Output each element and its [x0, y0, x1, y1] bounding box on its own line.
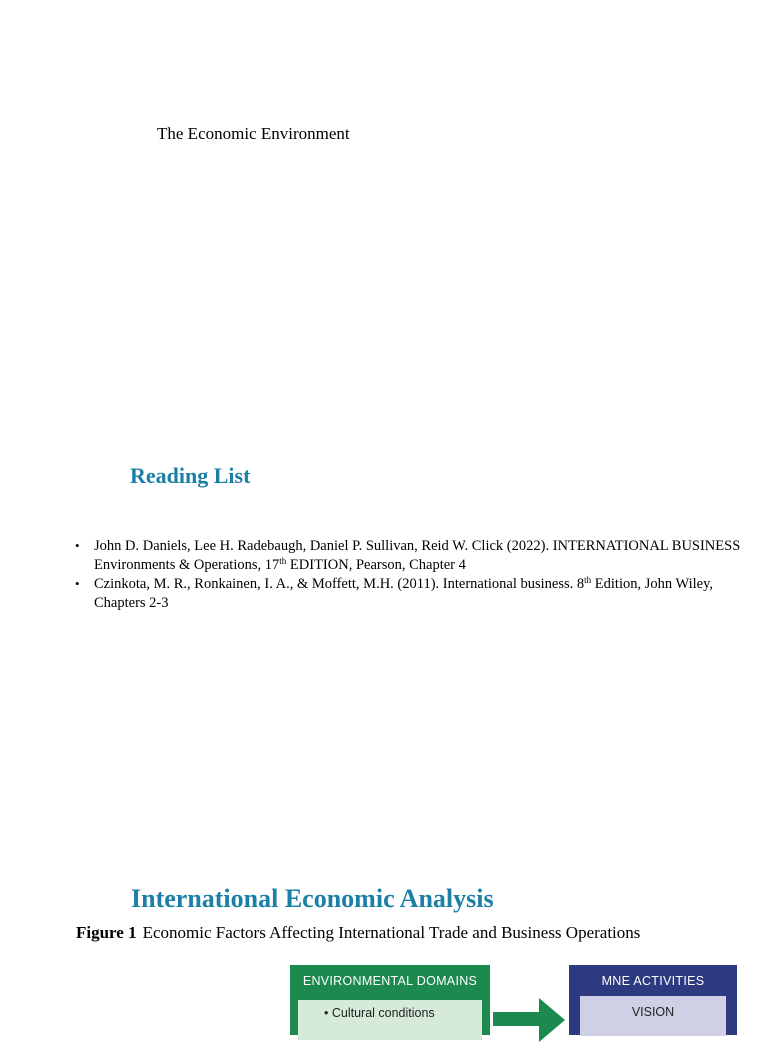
reference-text: Czinkota, M. R., Ronkainen, I. A., & Moffett, M.H. (2011). International business. 8 [94, 576, 585, 592]
reading-list-heading: Reading List [130, 463, 251, 488]
reading-list [75, 537, 745, 613]
reading-list-item [75, 537, 745, 575]
mne-activities-title: MNE ACTIVITIES [601, 974, 705, 988]
reference-superscript: th [584, 575, 592, 585]
figure-caption-text: Economic Factors Affecting International Trade and Business Operations [142, 923, 641, 942]
figure-caption [76, 922, 656, 943]
reference-text: John D. Daniels, Lee H. Radebaugh, Daniel P. Sullivan, Reid W. Click (2022). INTERNATIONAL BUSINESS Environments & Operations, 17 [94, 538, 741, 573]
bullet-icon: • [75, 538, 80, 553]
mne-activities-box [569, 965, 737, 1035]
reference-text-end: Edition, John Wiley, Chapters 2-3 [94, 576, 714, 611]
arrow-head-icon [539, 998, 565, 1042]
reference-text-end: EDITION, Pearson, Chapter 4 [286, 557, 466, 573]
reference-superscript: th [279, 556, 287, 566]
environmental-domains-item: • Cultural conditions [298, 1000, 482, 1040]
reading-list-item [75, 575, 745, 613]
document-title: The Economic Environment [157, 124, 350, 143]
environmental-domains-box [290, 965, 490, 1035]
mne-activities-item: VISION [580, 996, 726, 1036]
analysis-heading: International Economic Analysis [131, 884, 494, 913]
figure-label: Figure 1 [76, 923, 137, 942]
environmental-domains-title: ENVIRONMENTAL DOMAINS [302, 974, 478, 988]
bullet-icon: • [75, 576, 80, 591]
